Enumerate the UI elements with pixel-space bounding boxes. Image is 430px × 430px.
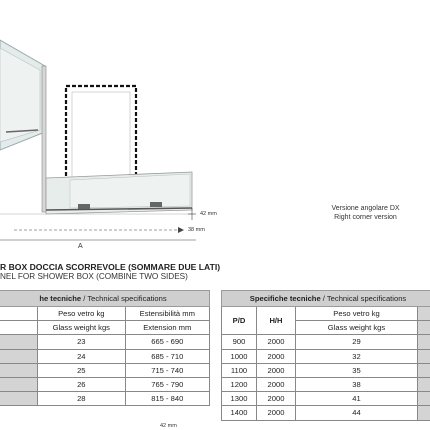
- spec-table-right-title: Specifiche tecniche / Technical specifications: [222, 291, 430, 307]
- spec-table-right: [221, 290, 430, 421]
- table-row: 24 685 - 710: [0, 349, 210, 363]
- table-row: 1200 2000 38: [222, 378, 430, 392]
- blank-header-cell: [0, 307, 38, 321]
- product-title-en: NEL FOR SHOWER BOX (COMBINE TWO SIDES): [0, 272, 188, 281]
- weight-header-it: Peso vetro kg: [38, 307, 126, 321]
- table-row: 1000 2000 32: [222, 349, 430, 363]
- version-caption: [318, 204, 413, 222]
- table-row: 23 665 - 690: [0, 335, 210, 349]
- pd-header: P/D: [222, 307, 257, 335]
- dimension-42-bottom: 42 mm: [160, 423, 177, 429]
- weight-header-en: Glass weight kgs: [38, 321, 126, 335]
- spec-table-left-title: he tecniche / Technical specifications: [0, 291, 210, 307]
- table-row: 900 2000 29: [222, 335, 430, 349]
- table-row: 26 765 - 790: [0, 378, 210, 392]
- handle: [150, 202, 162, 207]
- version-caption-it: Versione angolare DX: [331, 205, 400, 212]
- table-row: 28 815 - 840: [0, 392, 210, 406]
- weight-header-en: Glass weight kgs: [296, 321, 418, 335]
- wall-profile: [42, 66, 46, 212]
- extension-header-en: Extension mm: [125, 321, 209, 335]
- extension-header-it: Estensibilità mm: [125, 307, 209, 321]
- wall-outline: [66, 86, 136, 184]
- product-title-it: R BOX DOCCIA SCORREVOLE (SOMMARE DUE LATI): [0, 262, 221, 272]
- spec-table-left: [0, 290, 210, 406]
- version-caption-en: Right corner version: [334, 214, 397, 221]
- weight-header-it: Peso vetro kg: [296, 307, 418, 321]
- table-row: 1300 2000 41: [222, 392, 430, 406]
- handle: [78, 204, 90, 209]
- dimension-38: 38 mm: [188, 227, 205, 233]
- dimension-a: A: [78, 243, 83, 250]
- table-row: 1400 2000 44: [222, 406, 430, 420]
- table-row: 25 715 - 740: [0, 363, 210, 377]
- table-row: 1100 2000 35: [222, 363, 430, 377]
- dimension-42-top: 42 mm: [200, 211, 217, 217]
- hh-header: H/H: [257, 307, 296, 335]
